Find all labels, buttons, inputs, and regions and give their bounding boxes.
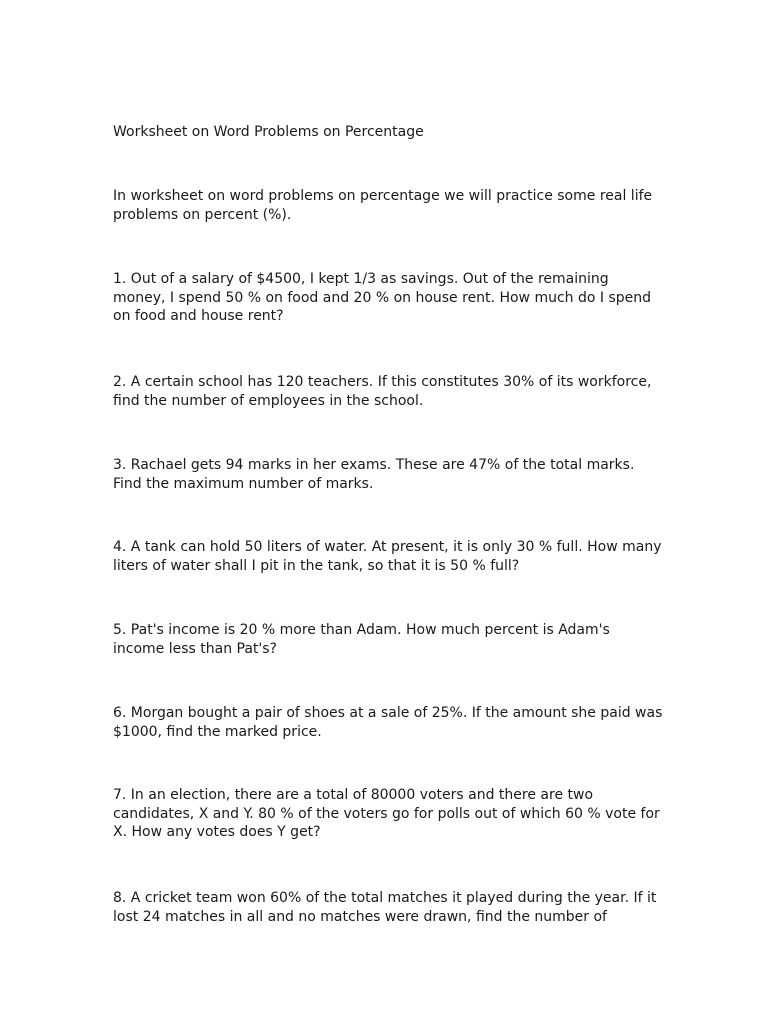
- problem-line: 3. Rachael gets 94 marks in her exams. These are 47% of the total marks.: [113, 457, 635, 473]
- problem-line: 2. A certain school has 120 teachers. If this constitutes 30% of its workforce,: [113, 374, 652, 390]
- problem-line: 8. A cricket team won 60% of the total matches it played during the year. If it: [113, 890, 657, 906]
- intro-paragraph: [113, 187, 673, 224]
- problem-1: [113, 270, 673, 326]
- problem-2: [113, 373, 673, 410]
- problem-8: [113, 889, 673, 926]
- problem-line: 5. Pat's income is 20 % more than Adam. How much percent is Adam's: [113, 622, 610, 638]
- problem-line: 4. A tank can hold 50 liters of water. At present, it is only 30 % full. How many: [113, 539, 662, 555]
- intro-line: problems on percent (%).: [113, 206, 292, 223]
- problem-5: [113, 621, 673, 658]
- problem-line: Find the maximum number of marks.: [113, 475, 374, 492]
- problem-line: 6. Morgan bought a pair of shoes at a sale of 25%. If the amount she paid was: [113, 705, 663, 721]
- problem-line: 7. In an election, there are a total of 80000 voters and there are two: [113, 787, 594, 803]
- problem-6: [113, 704, 673, 741]
- intro-line: In worksheet on word problems on percentage we will practice some real life: [113, 188, 653, 204]
- problem-line: candidates, X and Y. 80 % of the voters go for polls out of which 60 % vote for: [113, 805, 660, 822]
- problem-line: lost 24 matches in all and no matches were drawn, find the number of: [113, 908, 607, 925]
- problem-4: [113, 538, 673, 575]
- problem-line: X. How any votes does Y get?: [113, 824, 321, 840]
- problem-line: 1. Out of a salary of $4500, I kept 1/3 as savings. Out of the remaining: [113, 271, 609, 287]
- problem-line: money, I spend 50 % on food and 20 % on house rent. How much do I spend: [113, 289, 652, 306]
- problem-line: liters of water shall I pit in the tank, so that it is 50 % full?: [113, 557, 520, 574]
- problem-3: [113, 456, 673, 493]
- problem-line: on food and house rent?: [113, 308, 284, 324]
- problem-line: $1000, find the marked price.: [113, 723, 322, 740]
- problem-line: find the number of employees in the school.: [113, 392, 424, 409]
- problem-7: [113, 786, 673, 842]
- page-title: [113, 123, 673, 142]
- problem-line: income less than Pat's?: [113, 640, 277, 657]
- title-line: Worksheet on Word Problems on Percentage: [113, 124, 424, 140]
